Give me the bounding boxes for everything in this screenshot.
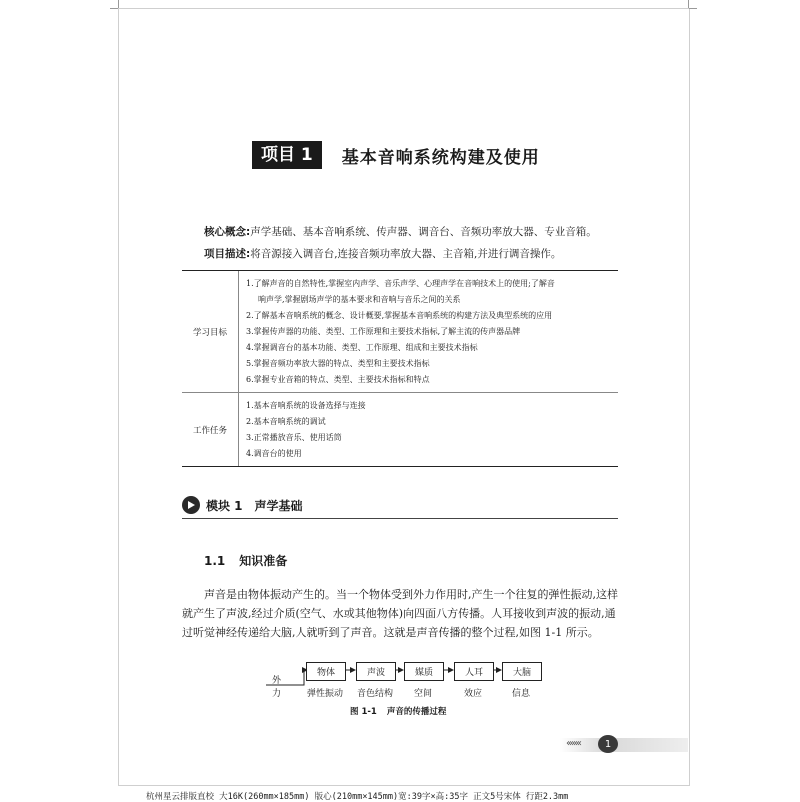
project-description-text: 将音源接入调音台,连接音频功率放大器、主音箱,并进行调音操作。 xyxy=(250,248,562,260)
module-divider xyxy=(182,518,618,519)
figure-box: 物体 xyxy=(306,662,346,681)
section-number: 1.1 xyxy=(204,554,226,568)
crop-mark xyxy=(110,8,118,9)
figure-box: 媒质 xyxy=(404,662,444,681)
figure-input-label: 外力 xyxy=(272,676,282,699)
list-item: 4.调音台的使用 xyxy=(246,449,302,458)
list-item: 3.正常播放音乐、使用话筒 xyxy=(246,433,342,442)
project-description xyxy=(204,246,561,261)
learning-objectives-list xyxy=(239,271,618,392)
printer-imprint: 杭州星云排版直校 大16K(260mm×185mm) 版心(210mm×145mm)宽:39字×高:35字 正文5号宋体 行距2.3mm xyxy=(146,792,569,802)
body-paragraph-text: 声音是由物体振动产生的。当一个物体受到外力作用时,产生一个往复的弹性振动,这样就产生了声波,经过介质(空气、水或其他物体)向四面八方传播。人耳接收到声波的振动,通过听觉神经传递给大脑,人就听到了声音。这就是声音传播的整个过程,如图 1-1 所示。 xyxy=(182,588,618,639)
body-paragraph xyxy=(182,585,618,642)
list-item: 5.掌握音频功率放大器的特点、类型和主要技术指标 xyxy=(246,359,430,368)
figure-box: 声波 xyxy=(356,662,396,681)
core-concepts-label: 核心概念: xyxy=(204,226,251,238)
figure-under-label: 音色结构 xyxy=(356,689,393,699)
project-badge: 项目 1 xyxy=(252,141,322,169)
figure-caption-number: 图 1-1 xyxy=(350,707,377,717)
list-item: 2.了解基本音响系统的概念、设计概要,掌握基本音响系统的构建方法及典型系统的应用 xyxy=(246,311,553,320)
section-heading xyxy=(204,552,287,569)
core-concepts-text: 声学基础、基本音响系统、传声器、调音台、音频功率放大器、专业音箱。 xyxy=(250,226,597,238)
figure-box: 大脑 xyxy=(502,662,542,681)
figure-under-label: 信息 xyxy=(511,689,530,699)
figure-box: 人耳 xyxy=(454,662,494,681)
figure-caption xyxy=(350,705,446,717)
learning-objectives-row xyxy=(182,271,618,392)
core-concepts xyxy=(204,224,597,239)
crop-mark xyxy=(118,0,119,8)
list-item: 4.掌握调音台的基本功能、类型、工作原理、组成和主要技术指标 xyxy=(246,343,478,352)
work-tasks-heading: 工作任务 xyxy=(182,393,239,466)
work-tasks-row xyxy=(182,392,618,466)
objectives-table xyxy=(182,270,618,467)
module-label: 模块 1 xyxy=(206,498,243,513)
list-item: 2.基本音响系统的调试 xyxy=(246,417,326,426)
list-item: 1.了解声音的自然特性,掌握室内声学、音乐声学、心理声学在音响技术上的使用;了解音 xyxy=(246,279,555,288)
project-description-label: 项目描述: xyxy=(204,248,251,260)
figure-caption-text: 声音的传播过程 xyxy=(386,707,447,717)
learning-objectives-heading: 学习目标 xyxy=(182,271,239,392)
list-item: 1.基本音响系统的设备选择与连接 xyxy=(246,401,366,410)
list-item: 6.掌握专业音箱的特点、类型、主要技术指标和特点 xyxy=(246,375,430,384)
page-number: 1 xyxy=(598,735,618,753)
list-item: 3.掌握传声器的功能、类型、工作原理和主要技术指标,了解主流的传声器品牌 xyxy=(246,327,521,336)
chevron-left-icon: ‹‹‹‹‹‹‹ xyxy=(566,738,580,749)
section-title: 知识准备 xyxy=(239,554,288,568)
crop-mark xyxy=(689,8,697,9)
project-title xyxy=(252,140,540,170)
crop-mark xyxy=(688,0,689,8)
figure-under-label: 空间 xyxy=(413,689,432,699)
list-item: 响声学,掌握剧场声学的基本要求和音响与音乐之间的关系 xyxy=(258,295,461,304)
figure-under-label: 效应 xyxy=(463,689,482,699)
module-heading xyxy=(182,496,303,514)
module-title: 声学基础 xyxy=(254,498,303,513)
work-tasks-list xyxy=(239,393,618,466)
play-icon xyxy=(182,496,200,514)
project-title-text: 基本音响系统构建及使用 xyxy=(341,147,540,168)
figure-under-label: 弹性振动 xyxy=(306,689,343,699)
